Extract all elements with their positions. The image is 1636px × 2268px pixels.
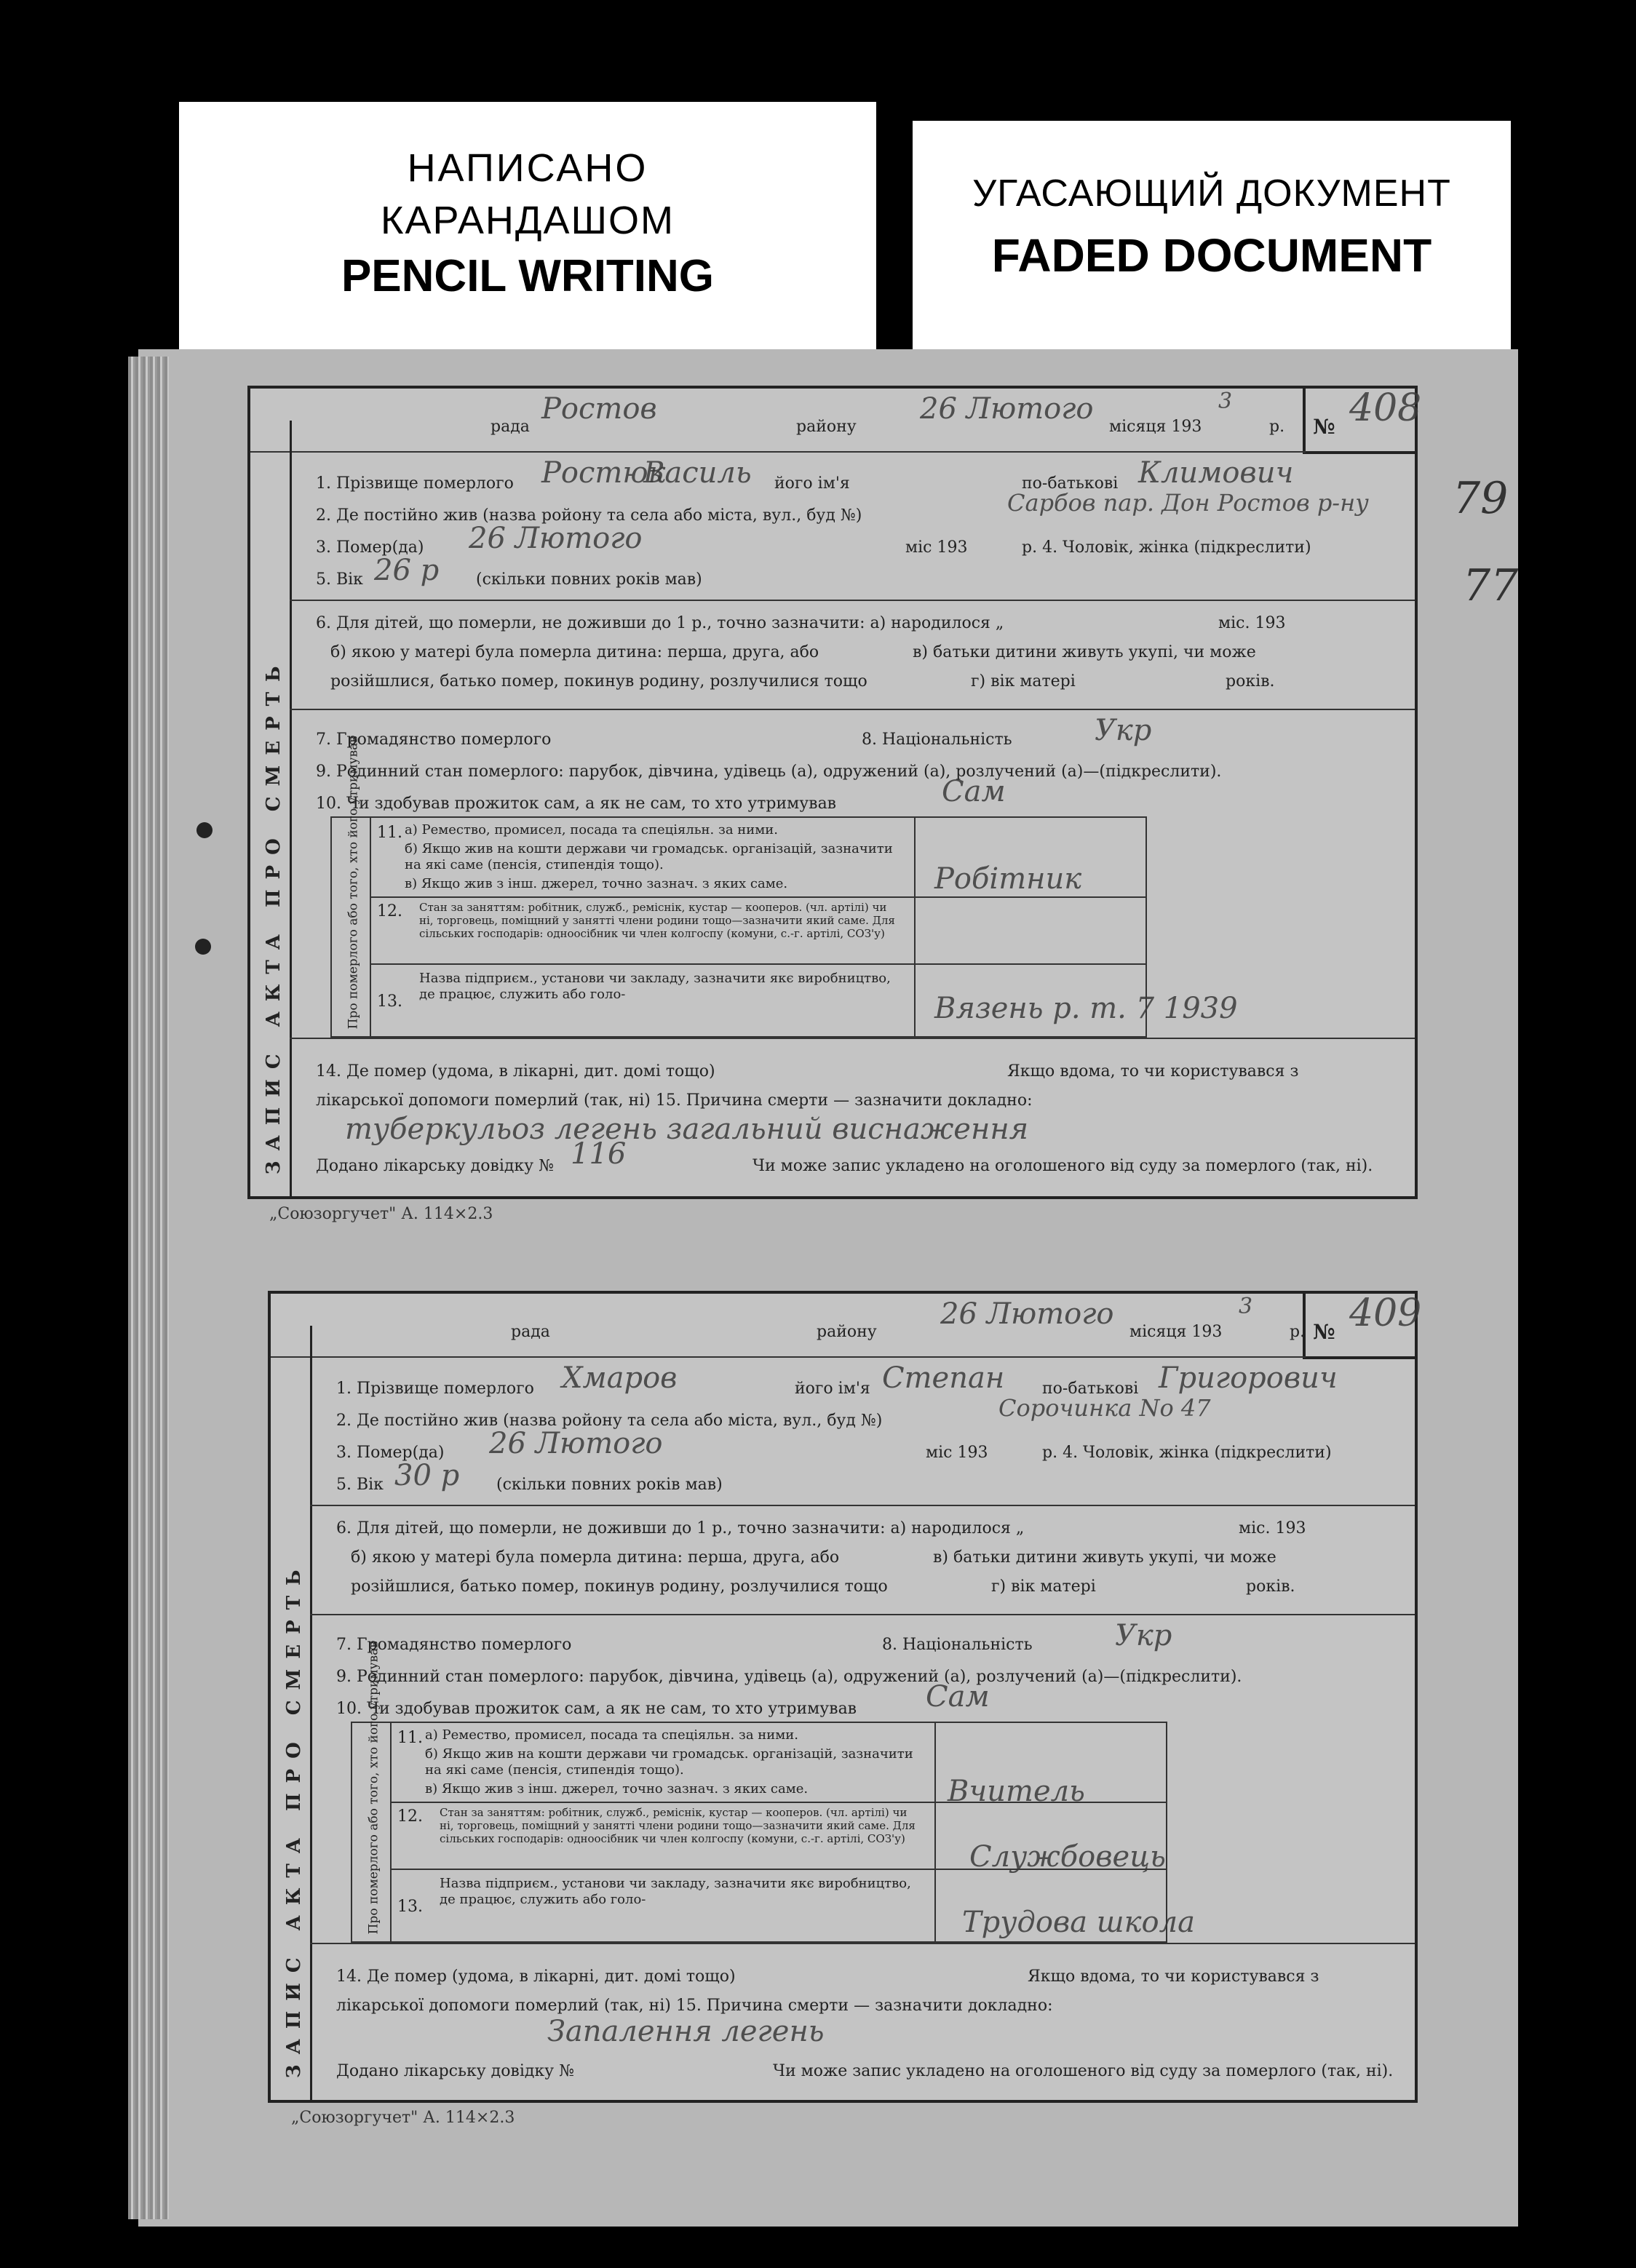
faded-document-label <box>913 121 1511 351</box>
hw-year: 3 <box>1218 389 1233 414</box>
row-11c: в) Якщо жив з інш. джерел, точно зазнач. з яких саме. <box>425 1781 809 1797</box>
hw-rada: Ростов <box>541 392 657 426</box>
row-6-years: років. <box>1226 672 1275 691</box>
header-divider <box>271 1356 1306 1358</box>
row-3-month: міс 193 <box>905 538 968 557</box>
divider <box>290 709 1415 710</box>
row-6-month: міс. 193 <box>1239 1519 1306 1537</box>
margin-note: 77 <box>1463 560 1519 611</box>
vertical-title-strip <box>250 421 292 1196</box>
row-6-which-child: б) якою у матері була померла дитина: перша, друга, або <box>330 643 819 661</box>
row-11-number: 11. <box>397 1729 423 1747</box>
row-1-surname: 1. Прізвище померлого <box>336 1380 534 1398</box>
occupation-side-label <box>332 735 371 1036</box>
row-6-parents: в) батьки дитини живуть укупі, чи може <box>933 1548 1276 1567</box>
row-14-home: Якщо вдома, то чи користувався з <box>1028 1967 1319 1986</box>
row-5-age: 5. Вік <box>336 1476 384 1494</box>
row-1-name-label: його ім'я <box>795 1380 870 1398</box>
death-record-form <box>247 386 1422 1199</box>
pencil-label-line-1: НАПИСАНО <box>407 146 648 190</box>
row-3-died: 3. Помер(да) <box>336 1444 445 1462</box>
hw-patronymic: Климович <box>1138 456 1294 490</box>
divider <box>310 1614 1415 1615</box>
row-3-sex: р. 4. Чоловік, жінка (підкреслити) <box>1042 1444 1332 1462</box>
row-14-home: Якщо вдома, то чи користувався з <box>1007 1062 1299 1081</box>
row-10-support: 10. Чи здобував прожиток сам, а як не сам, то хто утримував <box>316 795 837 813</box>
row-8-nationality: 8. Національність <box>862 731 1012 749</box>
row-16-certificate: Додано лікарську довідку № <box>316 1157 554 1175</box>
row-6-month: міс. 193 <box>1218 614 1286 632</box>
row-15-cause: лікарської допомоги померлий (так, ні) 15. Причина смерти — зазначити докладно: <box>316 1091 1033 1110</box>
hw-nationality: Укр <box>1095 714 1152 747</box>
hw-day: 26 Лютого <box>920 392 1094 426</box>
row-2-address: 2. Де постійно жив (назва ройону та села або міста, вул., буд №) <box>316 506 862 525</box>
hw-occupation: Робітник <box>934 862 1082 896</box>
hw-age: 26 р <box>374 554 440 587</box>
hw-cause: туберкульоз легень загальний виснаження <box>345 1113 1029 1146</box>
row-12-status: Стан за заняттям: робітник, служб., реміснік, кустар — кооперов. (чл. артілі) чи ні, торговець, поміщний у занятті члени родини тощо—зазначити який саме. Для сільських господарів: одноосібник чи член колгоспу (комуни, с.-г. артілі, СОЗ'у) <box>440 1806 916 1845</box>
header-rayon-label: району <box>817 1323 877 1341</box>
hw-address: Сорочинка No 47 <box>998 1394 1211 1422</box>
row-16-court: Чи може запис укладено на оголошеного від суду за померлого (так, ні). <box>773 2062 1394 2080</box>
faded-label-line-1: УГАСАЮЩИЙ ДОКУМЕНТ <box>972 172 1451 215</box>
row-13-workplace: Назва підприєм., установи чи закладу, зазначити якє виробництво, де працює, служить або голо- <box>419 971 891 1002</box>
hw-support: Сам <box>926 1680 990 1714</box>
hw-name: Степан <box>882 1361 1005 1395</box>
row-6-years: років. <box>1246 1577 1295 1596</box>
row-7-citizenship: 7. Громадянство померлого <box>316 731 552 749</box>
hw-surname: Хмаров <box>562 1361 678 1395</box>
header-rada-label: рада <box>511 1323 550 1341</box>
header-rada-label: рада <box>491 418 530 436</box>
hw-died: 26 Лютого <box>469 522 643 555</box>
record-number-box <box>1303 386 1422 454</box>
divider <box>290 600 1415 601</box>
hw-nationality: Укр <box>1115 1619 1172 1652</box>
row-6-separated: розійшлися, батько помер, покинув родину, розлучилися тощо <box>330 672 867 691</box>
death-record-form <box>268 1291 1422 2103</box>
number-sign: № <box>1313 1320 1335 1344</box>
page-binding-edge <box>128 357 169 2219</box>
row-14-place: 14. Де помер (удома, в лікарні, дит. домі тощо) <box>336 1967 736 1986</box>
row-11a: а) Ремество, промисел, посада та спеціяльн. за ними. <box>425 1727 798 1743</box>
row-9-marital: 9. Родинний стан померлого: парубок, дівчина, удівець (а), одружений (а), розлучений (а)—(підкреслити). <box>336 1668 1242 1686</box>
hw-support: Сам <box>942 775 1006 808</box>
record-number-box <box>1303 1292 1422 1359</box>
row-1-name-label: його ім'я <box>774 474 850 493</box>
record-number: 409 <box>1349 1292 1422 1335</box>
row-11b: б) Якщо жив на кошти держави чи громадськ. організацій, зазначити на які саме (пенсія, стипендія тощо). <box>425 1746 913 1778</box>
vertical-title: ЗАПИС АКТА ПРО СМЕРТЬ <box>282 1559 305 2078</box>
row-6-parents: в) батьки дитини живуть укупі, чи може <box>913 643 1256 661</box>
row-2-address: 2. Де постійно жив (назва ройону та села або міста, вул., буд №) <box>336 1412 883 1430</box>
row-11b: б) Якщо жив на кошти держави чи громадськ. організацій, зазначити на які саме (пенсія, стипендія тощо). <box>405 841 893 872</box>
row-16-court: Чи може запис укладено на оголошеного від суду за померлого (так, ні). <box>753 1157 1373 1175</box>
row-6-mother-age: г) вік матері <box>991 1577 1096 1596</box>
grid-vertical-divider <box>934 1723 936 1941</box>
grid-divider <box>370 963 1145 965</box>
hw-certificate: 116 <box>571 1137 627 1171</box>
header-rayon-label: району <box>796 418 857 436</box>
faded-label-line-2: FADED DOCUMENT <box>991 229 1432 282</box>
binding-hole <box>195 939 211 955</box>
row-1-surname: 1. Прізвище померлого <box>316 474 514 493</box>
grid-divider <box>370 896 1145 898</box>
row-12-status: Стан за заняттям: робітник, служб., реміснік, кустар — кооперов. (чл. артілі) чи ні, торговець, поміщний у занятті члени родини тощо—зазначити який саме. Для сільських господарів: одноосібник чи член колгоспу (комуни, с.-г. артілі, СОЗ'у) <box>419 901 895 940</box>
vertical-title-strip <box>271 1326 312 2100</box>
row-3-sex: р. 4. Чоловік, жінка (підкреслити) <box>1022 538 1311 557</box>
header-month-label: місяця 193 <box>1129 1323 1223 1341</box>
row-14-place: 14. Де помер (удома, в лікарні, дит. домі тощо) <box>316 1062 715 1081</box>
pencil-label-line-2: КАРАНДАШОМ <box>381 199 675 242</box>
hw-cause: Запалення легень <box>547 2015 825 2048</box>
row-16-certificate: Додано лікарську довідку № <box>336 2062 574 2080</box>
row-6-children: 6. Для дітей, що померли, не доживши до 1 р., точно зазначити: а) народилося „ <box>316 614 1004 632</box>
row-5-age-hint: (скільки повних років мав) <box>476 570 702 589</box>
header-r-label: р. <box>1269 418 1285 436</box>
hw-age: 30 р <box>394 1459 460 1492</box>
row-1-patronymic-label: по-батькові <box>1022 474 1119 493</box>
row-13-workplace: Назва підприєм., установи чи закладу, зазначити якє виробництво, де працює, служить або голо- <box>440 1876 911 1907</box>
occupation-side-text: Про померлого або того, хто його утримував <box>366 1640 381 1934</box>
row-12-number: 12. <box>377 902 402 920</box>
divider <box>310 1943 1415 1944</box>
row-15-cause: лікарської допомоги померлий (так, ні) 15. Причина смерти — зазначити докладно: <box>336 1997 1053 2015</box>
hw-year: 3 <box>1239 1294 1253 1319</box>
row-6-children: 6. Для дітей, що померли, не доживши до 1 р., точно зазначити: а) народилося „ <box>336 1519 1025 1537</box>
divider <box>310 1505 1415 1506</box>
row-9-marital: 9. Родинний стан померлого: парубок, дівчина, удівець (а), одружений (а), розлучений (а)—(підкреслити). <box>316 763 1222 781</box>
hw-occupation: Вчитель <box>948 1775 1085 1808</box>
binding-hole <box>196 822 213 838</box>
occupation-side-text: Про померлого або того, хто його утримував <box>346 735 361 1029</box>
row-10-support: 10. Чи здобував прожиток сам, а як не сам, то хто утримував <box>336 1700 857 1718</box>
hw-died: 26 Лютого <box>489 1427 663 1460</box>
header-divider <box>250 451 1306 453</box>
row-7-citizenship: 7. Громадянство померлого <box>336 1636 572 1654</box>
form-footer-print: „Союзоргучет" А. 114×2.3 <box>291 2109 515 2127</box>
vertical-title: ЗАПИС АКТА ПРО СМЕРТЬ <box>262 656 285 1174</box>
pencil-writing-label <box>179 102 876 357</box>
row-11c: в) Якщо жив з інш. джерел, точно зазнач. з яких саме. <box>405 876 788 891</box>
header-month-label: місяця 193 <box>1109 418 1202 436</box>
row-5-age: 5. Вік <box>316 570 363 589</box>
row-11-number: 11. <box>377 824 402 842</box>
row-6-separated: розійшлися, батько помер, покинув родину, розлучилися тощо <box>351 1577 888 1596</box>
header-r-label: р. <box>1290 1323 1306 1341</box>
divider <box>290 1038 1415 1039</box>
row-13-number: 13. <box>397 1898 423 1916</box>
margin-note: 79 <box>1453 473 1509 524</box>
row-8-nationality: 8. Національність <box>882 1636 1033 1654</box>
occupation-side-label <box>352 1640 392 1941</box>
row-5-age-hint: (скільки повних років мав) <box>496 1476 723 1494</box>
number-sign: № <box>1313 415 1335 439</box>
hw-address: Сарбов пар. Дон Ростов р-ну <box>1007 489 1369 517</box>
hw-surname: Ростюк <box>541 456 666 490</box>
hw-workplace: Вязень р. т. 7 1939 <box>934 992 1238 1025</box>
row-6-which-child: б) якою у матері була померла дитина: перша, друга, або <box>351 1548 840 1567</box>
record-number: 408 <box>1349 386 1422 430</box>
hw-day: 26 Лютого <box>940 1297 1114 1331</box>
row-6-mother-age: г) вік матері <box>971 672 1076 691</box>
row-12-number: 12. <box>397 1807 423 1826</box>
grid-vertical-divider <box>914 818 916 1036</box>
row-3-died: 3. Помер(да) <box>316 538 424 557</box>
row-3-month: міс 193 <box>926 1444 988 1462</box>
hw-workplace: Трудова школа <box>962 1906 1195 1939</box>
hw-name: Василь <box>643 456 752 490</box>
hw-status: Службовець <box>969 1840 1166 1874</box>
form-footer-print: „Союзоргучет" А. 114×2.3 <box>269 1205 493 1223</box>
hw-patronymic: Григорович <box>1159 1361 1338 1395</box>
pencil-label-line-3: PENCIL WRITING <box>341 251 715 301</box>
row-1-patronymic-label: по-батькові <box>1042 1380 1139 1398</box>
row-11a: а) Ремество, промисел, посада та спеціяльн. за ними. <box>405 822 778 837</box>
row-13-number: 13. <box>377 992 402 1011</box>
